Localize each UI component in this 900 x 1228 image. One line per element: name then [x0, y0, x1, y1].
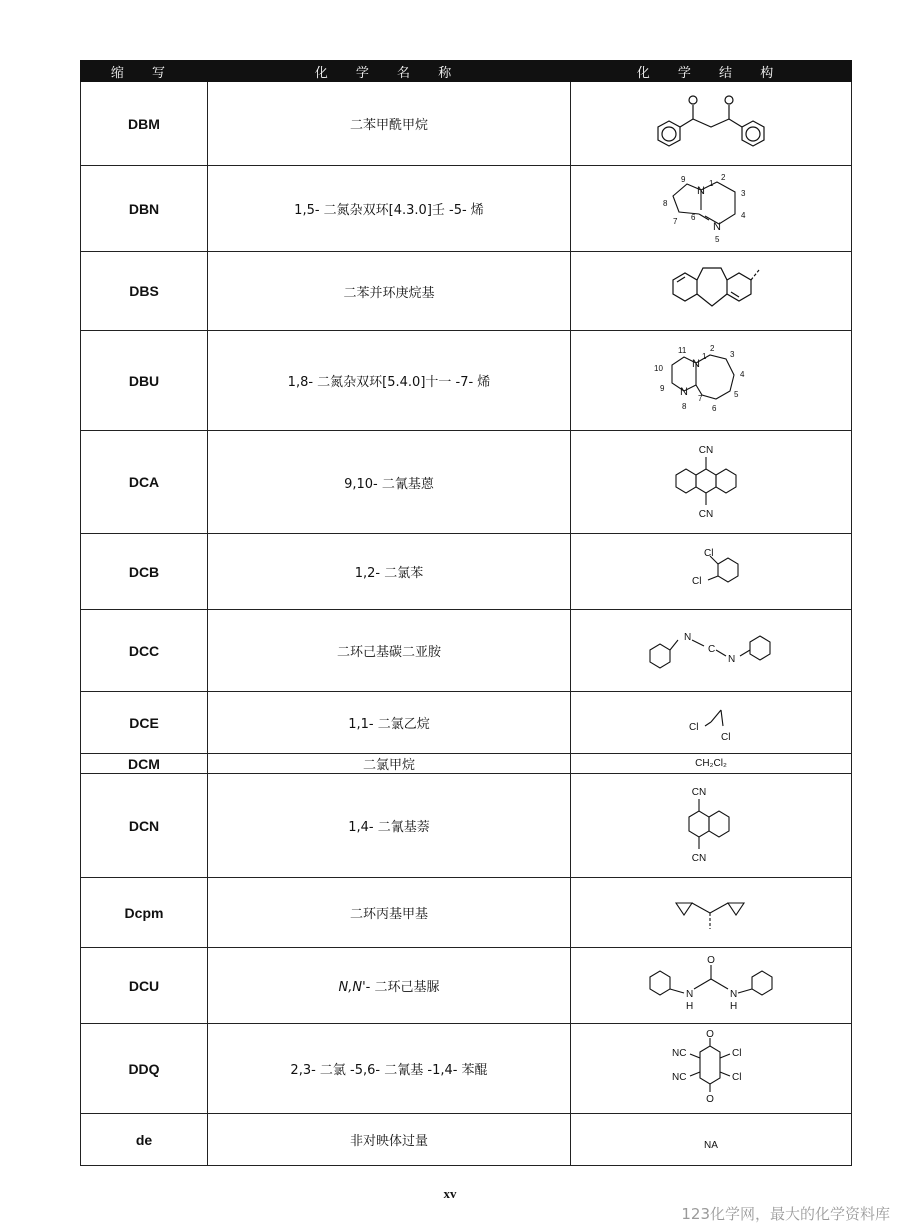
table-row — [81, 166, 852, 252]
name-cell: 1,5- 二氮杂双环[4.3.0]壬 -5- 烯 — [208, 166, 571, 252]
name-cell: 二氯甲烷 — [208, 754, 571, 774]
label-num: 3 — [730, 349, 735, 359]
dcpm-structure — [656, 883, 766, 943]
label-n: N — [728, 653, 736, 665]
label-nc: NC — [672, 1047, 687, 1059]
table-row — [81, 1024, 852, 1114]
label-h: H — [686, 1000, 694, 1012]
abbr-cell: DCE — [81, 692, 208, 754]
label-n1: N — [692, 357, 700, 370]
label-num: 4 — [740, 369, 745, 379]
dbs-structure — [651, 256, 771, 326]
dce-structure — [671, 696, 751, 750]
header-chemical-structure: 化 学 结 构 — [571, 61, 852, 82]
structure-cell — [571, 252, 852, 331]
structure-cell — [571, 431, 852, 534]
structure-cell — [571, 948, 852, 1024]
label-n1: N — [697, 184, 705, 197]
name-cell: 二环己基碳二亚胺 — [208, 610, 571, 692]
label-h: H — [730, 1000, 738, 1012]
label-num: 7 — [698, 393, 703, 403]
label-n8: N — [680, 385, 688, 398]
label-num: 2 — [721, 172, 726, 182]
table-row — [81, 331, 852, 431]
label-nc: NC — [672, 1071, 687, 1083]
table-row — [81, 82, 852, 166]
header-chemical-name: 化 学 名 称 — [208, 61, 571, 82]
abbr-cell: Dcpm — [81, 878, 208, 948]
label-cl: Cl — [704, 547, 714, 559]
label-cl: Cl — [689, 721, 699, 733]
name-cell: 1,2- 二氯苯 — [208, 534, 571, 610]
abbr-cell: DBU — [81, 331, 208, 431]
name-cell: 非对映体过量 — [208, 1114, 571, 1166]
label-cn: CN — [691, 786, 707, 798]
structure-cell — [571, 878, 852, 948]
label-cl: Cl — [721, 731, 731, 743]
name-cell — [208, 948, 571, 1024]
header-abbreviation: 缩 写 — [81, 61, 208, 82]
label-n: N — [686, 988, 694, 1000]
table-row — [81, 878, 852, 948]
abbreviation-table — [80, 60, 852, 1166]
label-cn: CN — [691, 852, 707, 864]
abbr-cell: DCA — [81, 431, 208, 534]
table-row — [81, 610, 852, 692]
label-cl: Cl — [692, 575, 702, 587]
table-row — [81, 252, 852, 331]
structure-cell: CH₂Cl₂ — [571, 754, 852, 774]
abbr-cell: DBN — [81, 166, 208, 252]
label-num: 9 — [660, 383, 665, 393]
dbu-structure — [646, 339, 776, 423]
ddq-structure — [656, 1028, 766, 1110]
label-n: N — [684, 631, 692, 643]
label-num: 7 — [673, 216, 678, 226]
label-num: 8 — [682, 401, 687, 411]
structure-cell: NA — [571, 1114, 852, 1166]
label-o: O — [706, 1028, 714, 1040]
label-cn: CN — [698, 445, 714, 456]
label-n: N — [730, 988, 738, 1000]
label-num: 6 — [691, 212, 696, 222]
label-num: 5 — [734, 389, 739, 399]
structure-cell — [571, 534, 852, 610]
table-row — [81, 948, 852, 1024]
dbn-structure — [651, 172, 771, 246]
structure-cell — [571, 1024, 852, 1114]
name-cell: 1,8- 二氮杂双环[5.4.0]十一 -7- 烯 — [208, 331, 571, 431]
abbr-cell: DCU — [81, 948, 208, 1024]
dcn-structure — [661, 781, 761, 871]
label-cn: CN — [698, 509, 714, 520]
name-cell: 二环丙基甲基 — [208, 878, 571, 948]
abbr-cell: DCN — [81, 774, 208, 878]
label-num: 2 — [710, 343, 715, 353]
abbr-cell: DBM — [81, 82, 208, 166]
abbr-cell: DCM — [81, 754, 208, 774]
label-num: 6 — [712, 403, 717, 413]
dbm-structure — [641, 89, 781, 159]
abbr-cell: DCB — [81, 534, 208, 610]
label-n5: N — [713, 220, 721, 233]
abbr-cell: DCC — [81, 610, 208, 692]
label-num: 5 — [715, 234, 720, 244]
dca-structure — [656, 437, 766, 527]
label-num: 1 — [709, 178, 714, 188]
name-cell: 1,4- 二氰基萘 — [208, 774, 571, 878]
name-cell: 1,1- 二氯乙烷 — [208, 692, 571, 754]
label-num: 3 — [741, 188, 746, 198]
abbr-cell: DBS — [81, 252, 208, 331]
label-cl: Cl — [732, 1047, 742, 1059]
structure-cell — [571, 166, 852, 252]
label-num: 8 — [663, 198, 668, 208]
label-o: O — [707, 954, 715, 966]
watermark: 123化学网，最大的化学资料库 — [681, 1205, 890, 1223]
table-row — [81, 1114, 852, 1166]
label-cl: Cl — [732, 1071, 742, 1083]
label-num: 10 — [654, 363, 663, 373]
name-cell: 二苯甲酰甲烷 — [208, 82, 571, 166]
dcc-structure — [636, 618, 786, 684]
structure-cell — [571, 692, 852, 754]
structure-cell — [571, 82, 852, 166]
structure-cell — [571, 774, 852, 878]
structure-cell — [571, 331, 852, 431]
abbr-cell: de — [81, 1114, 208, 1166]
table-row — [81, 534, 852, 610]
name-rest: - 二环己基脲 — [365, 980, 440, 995]
table-row — [81, 754, 852, 774]
table-header-row — [81, 61, 852, 82]
name-cell: 2,3- 二氯 -5,6- 二氰基 -1,4- 苯醌 — [208, 1024, 571, 1114]
label-c: C — [708, 643, 716, 655]
structure-cell — [571, 610, 852, 692]
label-num: 9 — [681, 174, 686, 184]
name-cell: 9,10- 二氰基蒽 — [208, 431, 571, 534]
table-row — [81, 431, 852, 534]
dcu-structure — [636, 953, 786, 1019]
label-num: 1 — [702, 351, 707, 361]
page-number: xv — [443, 1186, 457, 1201]
label-num: 4 — [741, 210, 746, 220]
table-row — [81, 692, 852, 754]
label-num: 11 — [678, 345, 687, 355]
table-row — [81, 774, 852, 878]
name-cell: 二苯并环庚烷基 — [208, 252, 571, 331]
name-italic: N,N' — [338, 980, 366, 995]
abbr-cell: DDQ — [81, 1024, 208, 1114]
label-o: O — [706, 1093, 714, 1105]
dcb-structure — [666, 540, 756, 604]
